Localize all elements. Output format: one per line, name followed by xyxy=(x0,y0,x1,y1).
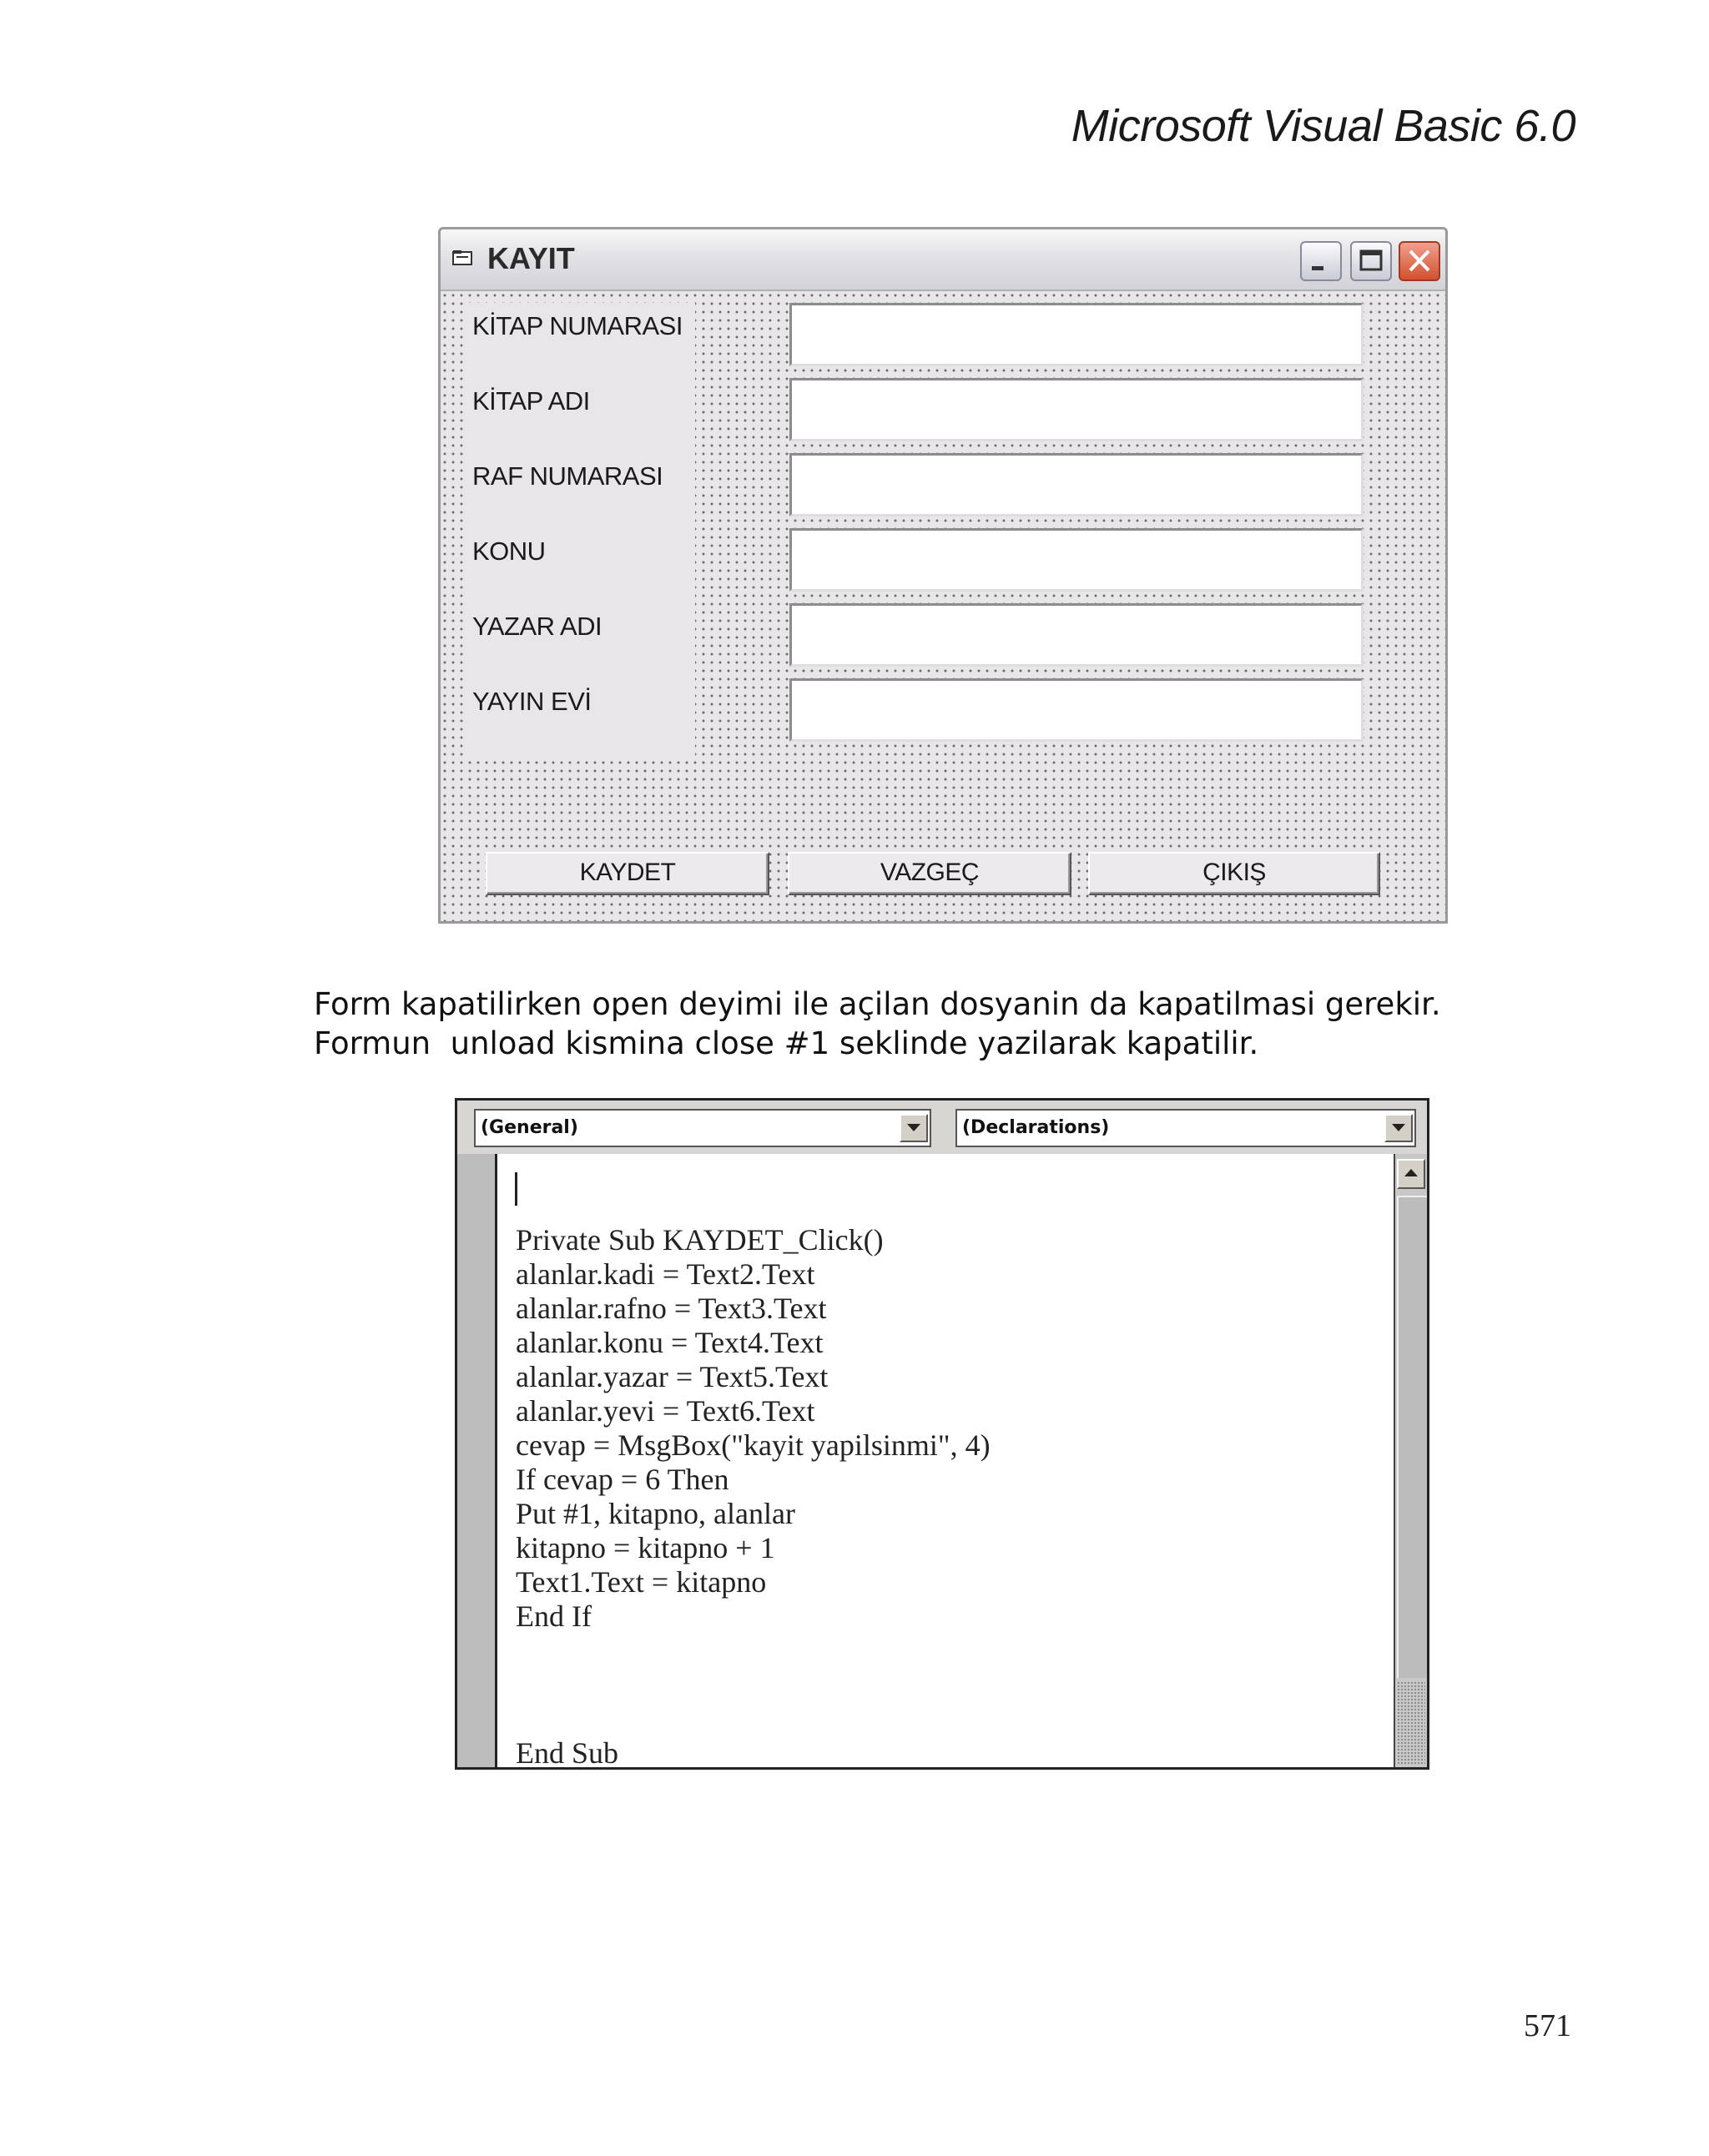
maximize-button[interactable] xyxy=(1350,241,1392,281)
minimize-button[interactable] xyxy=(1300,241,1342,281)
label-kitap-numarasi: KİTAP NUMARASI xyxy=(469,310,686,343)
code-line: alanlar.yazar = Text5.Text xyxy=(516,1360,829,1393)
code-line: Text1.Text = kitapno xyxy=(516,1565,767,1599)
chevron-down-icon xyxy=(907,1124,920,1132)
chevron-up-icon xyxy=(1404,1169,1418,1177)
paragraph-line-1: Form kapatilirken open deyimi ile açilan dosyanin da kapatilmasi gerekir. xyxy=(314,986,1441,1022)
code-line: Put #1, kitapno, alanlar xyxy=(516,1497,795,1530)
cikis-button[interactable]: ÇIKIŞ xyxy=(1088,852,1380,895)
kitap-numarasi-input[interactable] xyxy=(789,303,1364,366)
yayin-evi-input[interactable] xyxy=(789,678,1364,742)
page-number: 571 xyxy=(1524,2008,1571,2043)
paragraph-line-2: Formun unload kismina close #1 seklinde yazilarak kapatilir. xyxy=(314,1025,1259,1061)
body-paragraph xyxy=(314,985,1499,1063)
code-line: cevap = MsgBox("kayit yapilsinmi", 4) xyxy=(516,1428,991,1462)
code-line-end-sub: End Sub xyxy=(516,1736,619,1767)
maximize-icon xyxy=(1352,243,1390,280)
procedure-combo-dropdown[interactable] xyxy=(1384,1114,1413,1142)
code-line: alanlar.kadi = Text2.Text xyxy=(516,1257,815,1291)
code-line: alanlar.yevi = Text6.Text xyxy=(516,1394,815,1428)
window-title: KAYIT xyxy=(487,241,575,275)
code-line: alanlar.konu = Text4.Text xyxy=(516,1326,824,1359)
object-combo-value: (General) xyxy=(481,1117,578,1138)
procedure-combo[interactable] xyxy=(955,1109,1416,1147)
code-line: Private Sub KAYDET_Click() xyxy=(516,1223,884,1257)
label-konu: KONU xyxy=(469,535,549,568)
vertical-scrollbar[interactable] xyxy=(1394,1154,1427,1767)
label-kitap-adi: KİTAP ADI xyxy=(469,385,593,418)
code-window xyxy=(455,1098,1429,1770)
text-cursor xyxy=(515,1172,517,1206)
scrollbar-track[interactable] xyxy=(1397,1681,1425,1765)
code-line: alanlar.rafno = Text3.Text xyxy=(516,1292,827,1325)
yazar-adi-input[interactable] xyxy=(789,603,1364,667)
scroll-up-button[interactable] xyxy=(1397,1159,1425,1189)
title-bar[interactable] xyxy=(441,229,1445,291)
kitap-adi-input[interactable] xyxy=(789,378,1364,441)
raf-numarasi-input[interactable] xyxy=(789,453,1364,516)
vazgec-button[interactable]: VAZGEÇ xyxy=(788,852,1071,895)
kaydet-button[interactable]: KAYDET xyxy=(486,852,769,895)
close-icon xyxy=(1400,243,1439,280)
chevron-down-icon xyxy=(1392,1124,1405,1132)
code-line: kitapno = kitapno + 1 xyxy=(516,1531,775,1564)
code-line: If cevap = 6 Then xyxy=(516,1463,729,1496)
code-line: End If xyxy=(516,1599,592,1633)
procedure-combo-value: (Declarations) xyxy=(962,1117,1110,1138)
form-icon xyxy=(452,249,474,266)
label-yayin-evi: YAYIN EVİ xyxy=(469,685,595,718)
minimize-icon xyxy=(1302,243,1340,280)
close-button[interactable] xyxy=(1399,241,1440,281)
kayit-form-window xyxy=(438,227,1448,924)
konu-input[interactable] xyxy=(789,528,1364,592)
scrollbar-thumb[interactable] xyxy=(1397,1196,1427,1678)
label-raf-numarasi: RAF NUMARASI xyxy=(469,460,666,493)
margin-indicator-bar xyxy=(457,1154,495,1767)
object-combo-dropdown[interactable] xyxy=(900,1114,928,1142)
code-editor[interactable] xyxy=(495,1154,1396,1767)
form-client-area xyxy=(441,291,1445,921)
label-yazar-adi: YAZAR ADI xyxy=(469,610,605,643)
object-combo[interactable] xyxy=(474,1109,931,1147)
book-header: Microsoft Visual Basic 6.0 xyxy=(1071,101,1575,151)
